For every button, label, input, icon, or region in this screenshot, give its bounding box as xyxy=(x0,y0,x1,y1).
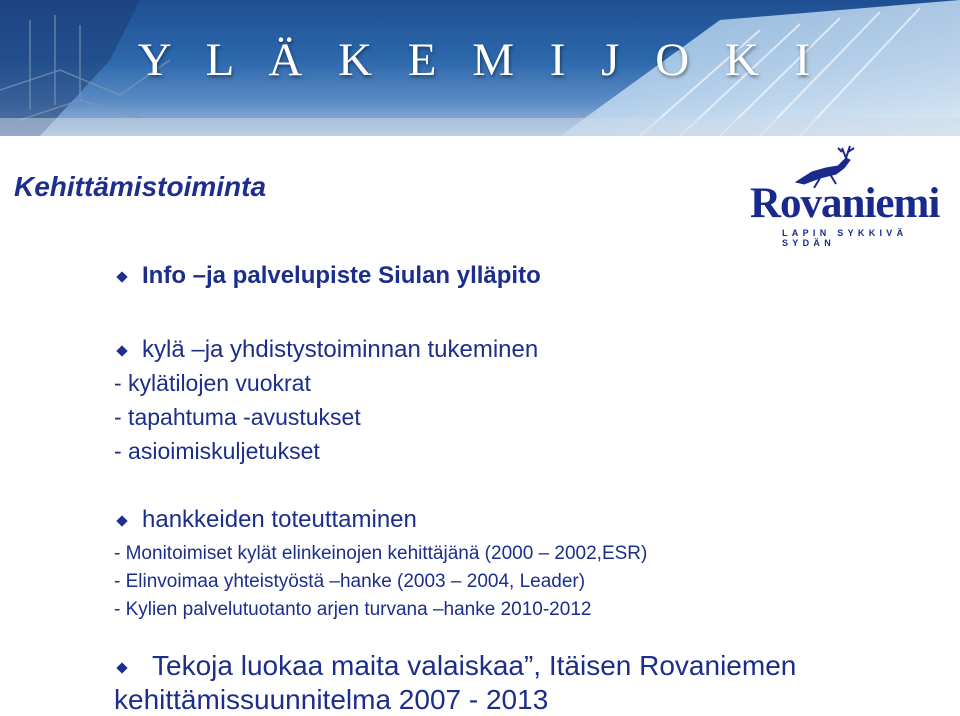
bullet-hankkeet xyxy=(114,506,417,534)
rovaniemi-logo xyxy=(750,148,954,248)
sub-item: - kylätilojen vuokrat xyxy=(114,370,311,396)
bullet-text: hankkeiden toteuttaminen xyxy=(142,506,417,533)
sub-item: - Monitoimiset kylät elinkeinojen kehittäjänä (2000 – 2002,ESR) xyxy=(114,543,648,564)
diamond-bullet-icon xyxy=(116,662,127,673)
sub-item: - Elinvoimaa yhteistyöstä –hanke (2003 – 2004, Leader) xyxy=(114,571,586,592)
bullet-continuation: kehittämissuunnitelma 2007 - 2013 xyxy=(114,684,549,715)
page-title: Kehittämistoiminta xyxy=(14,171,267,202)
bullet-kylatoiminta xyxy=(114,336,538,364)
sub-item: - tapahtuma -avustukset xyxy=(114,404,361,430)
banner-title: Y L Ä K E M I J O K I xyxy=(137,34,823,86)
diamond-bullet-icon xyxy=(116,515,127,526)
sub-item: - asioimiskuljetukset xyxy=(114,438,320,464)
diamond-bullet-icon xyxy=(116,345,127,356)
bullet-text: kylä –ja yhdistystoiminnan tukeminen xyxy=(142,336,539,363)
bullet-text: Tekoja luokaa maita valaiskaa”, Itäisen Rovaniemen xyxy=(152,650,797,681)
logo-tagline: LAPIN SYKKIVÄ SYDÄN xyxy=(782,228,908,248)
bullet-kehittamissuunnitelma xyxy=(114,650,796,682)
bullet-text: Info –ja palvelupiste Siulan ylläpito xyxy=(142,262,541,289)
header-banner xyxy=(0,0,960,136)
sub-item: - Kylien palvelutuotanto arjen turvana –hanke 2010-2012 xyxy=(114,599,592,620)
bullet-info-palvelupiste xyxy=(114,262,541,290)
diamond-bullet-icon xyxy=(116,271,127,282)
logo-wordmark: Rovaniemi xyxy=(750,180,940,227)
